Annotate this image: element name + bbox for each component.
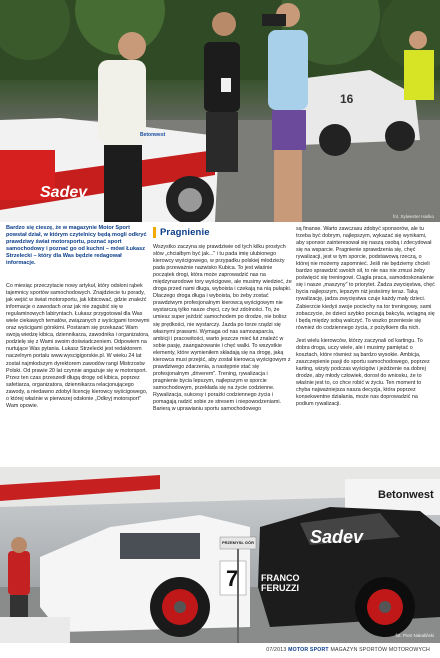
top-photo-credit: fot. Sylwester Haśko (392, 214, 434, 219)
bottom-photo-illustration (0, 467, 440, 643)
bottom-car-brand-text: Sadev (310, 527, 364, 547)
bottom-driver-name: FRANCO FERUZZI (261, 573, 300, 593)
bottom-photo-credit: fot. Piotr Nakaliński (395, 633, 434, 638)
section-accent-bar (153, 227, 156, 238)
article-lead: Bardzo się cieszę, że w magazynie Motor Sport powstał dział, w którym czytelnicy będą mogli odkryć prawdziwy świat motorsportu, poznać sport samochodowy i poznać go od kuchni – mówi Łukasz Strzelecki – który dla Was będzie redagował informacje. (6, 225, 147, 267)
footer-magazine: MOTOR SPORT (288, 647, 329, 653)
top-car-brand-text: Sadev (40, 184, 88, 201)
bottom-car-number: 7 (226, 566, 239, 591)
page-footer (0, 643, 440, 658)
column-1-text: Co miesiąc przeczytacie nowy artykuł, który odsłoni rąbek tajemnicy sportów samochodowych. Znajdziecie tu porady, jak wejść w świat motorsportu, jak kibicować, gdzie znaleźć informacje o zawodach oraz jak nie zagubić się w regulaminowych labiryntach. Łukasz przygotował dla Was wiele ciekawych tematów, związanych z wyścigami torowymi oraz wyścigami górskimi. Postaram się przekazać Wam swoją wiedzę kibica, dziennikarza, zawodnika i organizatora, podzielę się z Wami swoim doświadczeniem. Odpowiem na nurtujące Was pytania. Łukasz Strzelecki jest redaktorem naczelnym portalu www.wyscigigorskie.pl. W wieku 24 lat został najmłodszym dyrektorem zawodów rangi Mistrzostw Polski. Od prawie 20 lat czynnie angażuje się w motorsport. Przez ten czas przeszedł długą drogę od kibica, poprzez safetiarza, organizatora, dziennikarza relacjonującego zawody, a niedawno zdobył licencję kierowcy wyścigowego, o której właśnie w pierwszej odsłonie „Odkryj motorsport" Wam opowie. (6, 283, 150, 409)
footer-subtitle: MAGAZYN SPORTÓW MOTOROWYCH (330, 647, 430, 653)
column-2-text: Wszystko zaczyna się prawdziwie od tych kilku prostych słów „chciałbym być jak..." i tu pada imię ulubionego kierowcy wyścigowego, w przypadku polskiej młodzieży pada przeważnie nazwisko Kubica. To jest właśnie początek drogi, która może zaprowadzić nas na międzynarodowe tory wyścigowe, ale musimy wiedzieć, że droga przed nami długa, wyboista i czekają na nią pułapki. Dlaczego droga długa i wyboista, bo żeby zostać prawdziwym profesjonalnym kierowcą wyścigowym nie wystarczą tylko nasze chęci, czy też zdolności. To, że umiesz super jeździć samochodem po drodze, nie bolisz się prędkości, nie wystarczy. Jazda po torze rządzi się własnymi prawami. Wymaga od nas samozaparcia, ambicji i pracowitości, warto jeszcze mieć łut znaleźć w sobie pasję, zaangażowanie i chęć walki. To wszystkie elementy, które wymieniłem składają się na drogę, jaką kierowca musi przejść, aby został kierowcą wyścigowym z prawdziwego zdarzenia, a następnie stać się profesjonalnym „driverem". Trening, rywalizacja i pragnienie bycia lepszym, najlepszym w sporcie samochodowym, przekłada się na życie codzienne. Rywalizacja, sukcesy i porażki codziennego życia i pomagają radzić sobie ze stresem i niepowodzeniami. Barierą w uprawianiu sportu samochodowego (153, 244, 292, 413)
footer-issue: 07/2013 (266, 647, 287, 653)
top-car-number: 16 (340, 92, 354, 106)
article-column-2 (153, 244, 292, 413)
article-column-3 (296, 226, 436, 408)
bottom-banner-text: Betonwest (378, 489, 434, 501)
top-sponsor-text: Betonwest (140, 132, 166, 138)
article-column-1 (6, 283, 150, 410)
column-3-paragraph-1: są finanse. Warto zawczasu zdobyć sponsorów, ale tu trzeba być dobrym, najlepszym, wykazać się wynikami, aby sponsor zainteresował się naszą osobą i zdecydował się na wsparcie. Pragnienie sprawdzenia się, chęć rywalizacji, jest w tym sporcie, podstawową rzeczą, o której nie możemy zapomnieć. Jeśli nie będziemy chcieli bardzo sprawdzić swoich sił, to nie nas nie zmusi żeby poświęcić się treningowi. Ciągła praca, samodoskonalenie się i nasze „maszyny" to priorytet. Żadza zwycięstwa, chęć bycia najlepszym, lepszym niż jesteśmy teraz. Taką rywalizację, jadza zwycięstwa czuje każdy mały dzieci. Zabierzcie kiedyś swoje pociechy na tor treningowy, sami zobaczycie, że dzieci szybko poczują bakcyla, wciągną się i będą między sobą walczyć. To wszko przeniesie się również do codziennego życia, z pożytkiem dla nich. (296, 226, 435, 331)
top-photo (0, 0, 440, 222)
bottom-photo (0, 467, 440, 643)
footer-text (266, 647, 430, 653)
section-title: Pragnienie (160, 227, 210, 238)
section-heading (153, 227, 210, 238)
bottom-plaque-text: PRZEMYSŁ GÓR (222, 540, 255, 545)
column-3-paragraph-2: Jest wielu kierowców, którzy zaczynali od kartingu. To dobra droga, uczy wiele, ale i musimy pamiętać o kosztach, które również są bardzo wysokie. Ambicja, zaszczepienie pasji do sportu samochodowego, poprzez karting, wizyty podczas wyścigów i jeżdżenie na dobrej drodze, aby młody człowiek, dorosł do wniosku, że to właśnie jest to, co chce robić w życiu. Ten moment to chyba najważniejsza nasza decyzja, która poprzez konsekwentne działania, może nas doprowadzić na podium rywalizacji. (296, 337, 430, 408)
